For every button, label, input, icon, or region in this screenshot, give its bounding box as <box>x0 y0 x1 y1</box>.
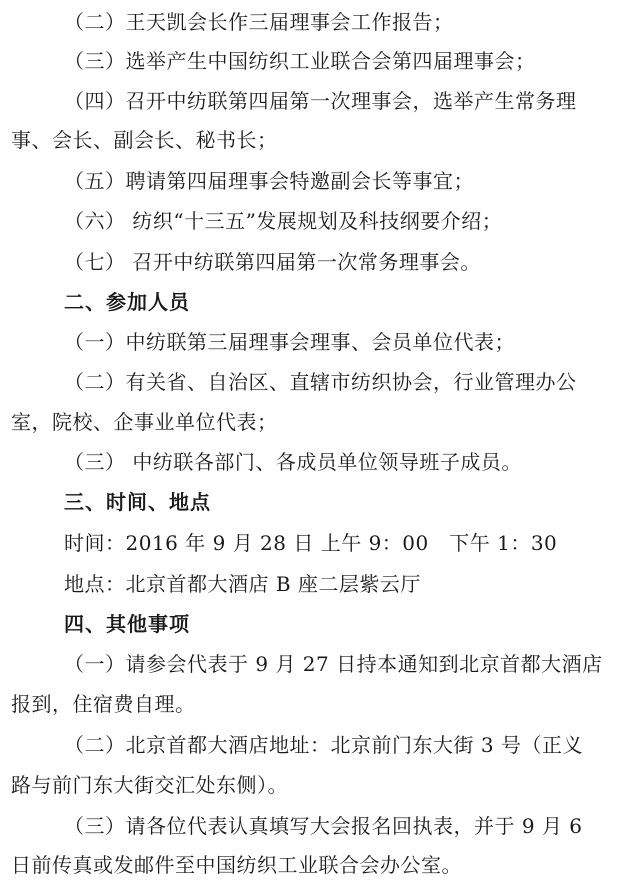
other-matters-item-3-line-2: 日前传真或发邮件至中国纺织工业联合会办公室。 <box>11 853 462 877</box>
section-heading-time-place: 三、时间、地点 <box>64 490 211 514</box>
section-heading-other-matters: 四、其他事项 <box>64 612 190 636</box>
agenda-item-6: （六） 纺织“十三五”发展规划及科技纲要介绍； <box>64 209 503 233</box>
agenda-item-5: （五）聘请第四届理事会特邀副会长等事宜； <box>64 169 474 193</box>
other-matters-item-1-line-2: 报到，住宿费自理。 <box>11 692 196 716</box>
meeting-place: 地点：北京首都大酒店 B 座二层紫云厅 <box>64 572 421 596</box>
other-matters-item-1-line-1: （一）请参会代表于 9 月 27 日持本通知到北京首都大酒店 <box>64 652 603 676</box>
other-matters-item-3-line-1: （三）请各位代表认真填写大会报名回执表，并于 9 月 6 <box>64 814 583 838</box>
other-matters-item-2-line-1: （二）北京首都大酒店地址：北京前门东大街 3 号（正义 <box>64 733 583 757</box>
participants-item-2-line-1: （二）有关省、自治区、直辖市纺织协会，行业管理办公 <box>64 370 577 394</box>
meeting-time: 时间：2016 年 9 月 28 日 上午 9：00 下午 1：30 <box>64 531 558 555</box>
agenda-item-7: （七） 召开中纺联第四届第一次常务理事会。 <box>64 250 481 274</box>
participants-item-2-line-2: 室，院校、企事业单位代表； <box>11 410 278 434</box>
agenda-item-4-line-2: 事、会长、副会长、秘书长； <box>11 128 278 152</box>
section-heading-participants: 二、参加人员 <box>64 290 190 314</box>
participants-item-3: （三） 中纺联各部门、各成员单位领导班子成员。 <box>64 450 522 474</box>
agenda-item-3: （三）选举产生中国纺织工业联合会第四届理事会； <box>64 49 536 73</box>
agenda-item-4-line-1: （四）召开中纺联第四届第一次理事会，选举产生常务理 <box>64 89 577 113</box>
agenda-item-2: （二）王天凯会长作三届理事会工作报告； <box>64 10 454 34</box>
participants-item-1: （一）中纺联第三届理事会理事、会员单位代表； <box>64 330 515 354</box>
other-matters-item-2-line-2: 路与前门东大街交汇处东侧）。 <box>11 773 288 797</box>
